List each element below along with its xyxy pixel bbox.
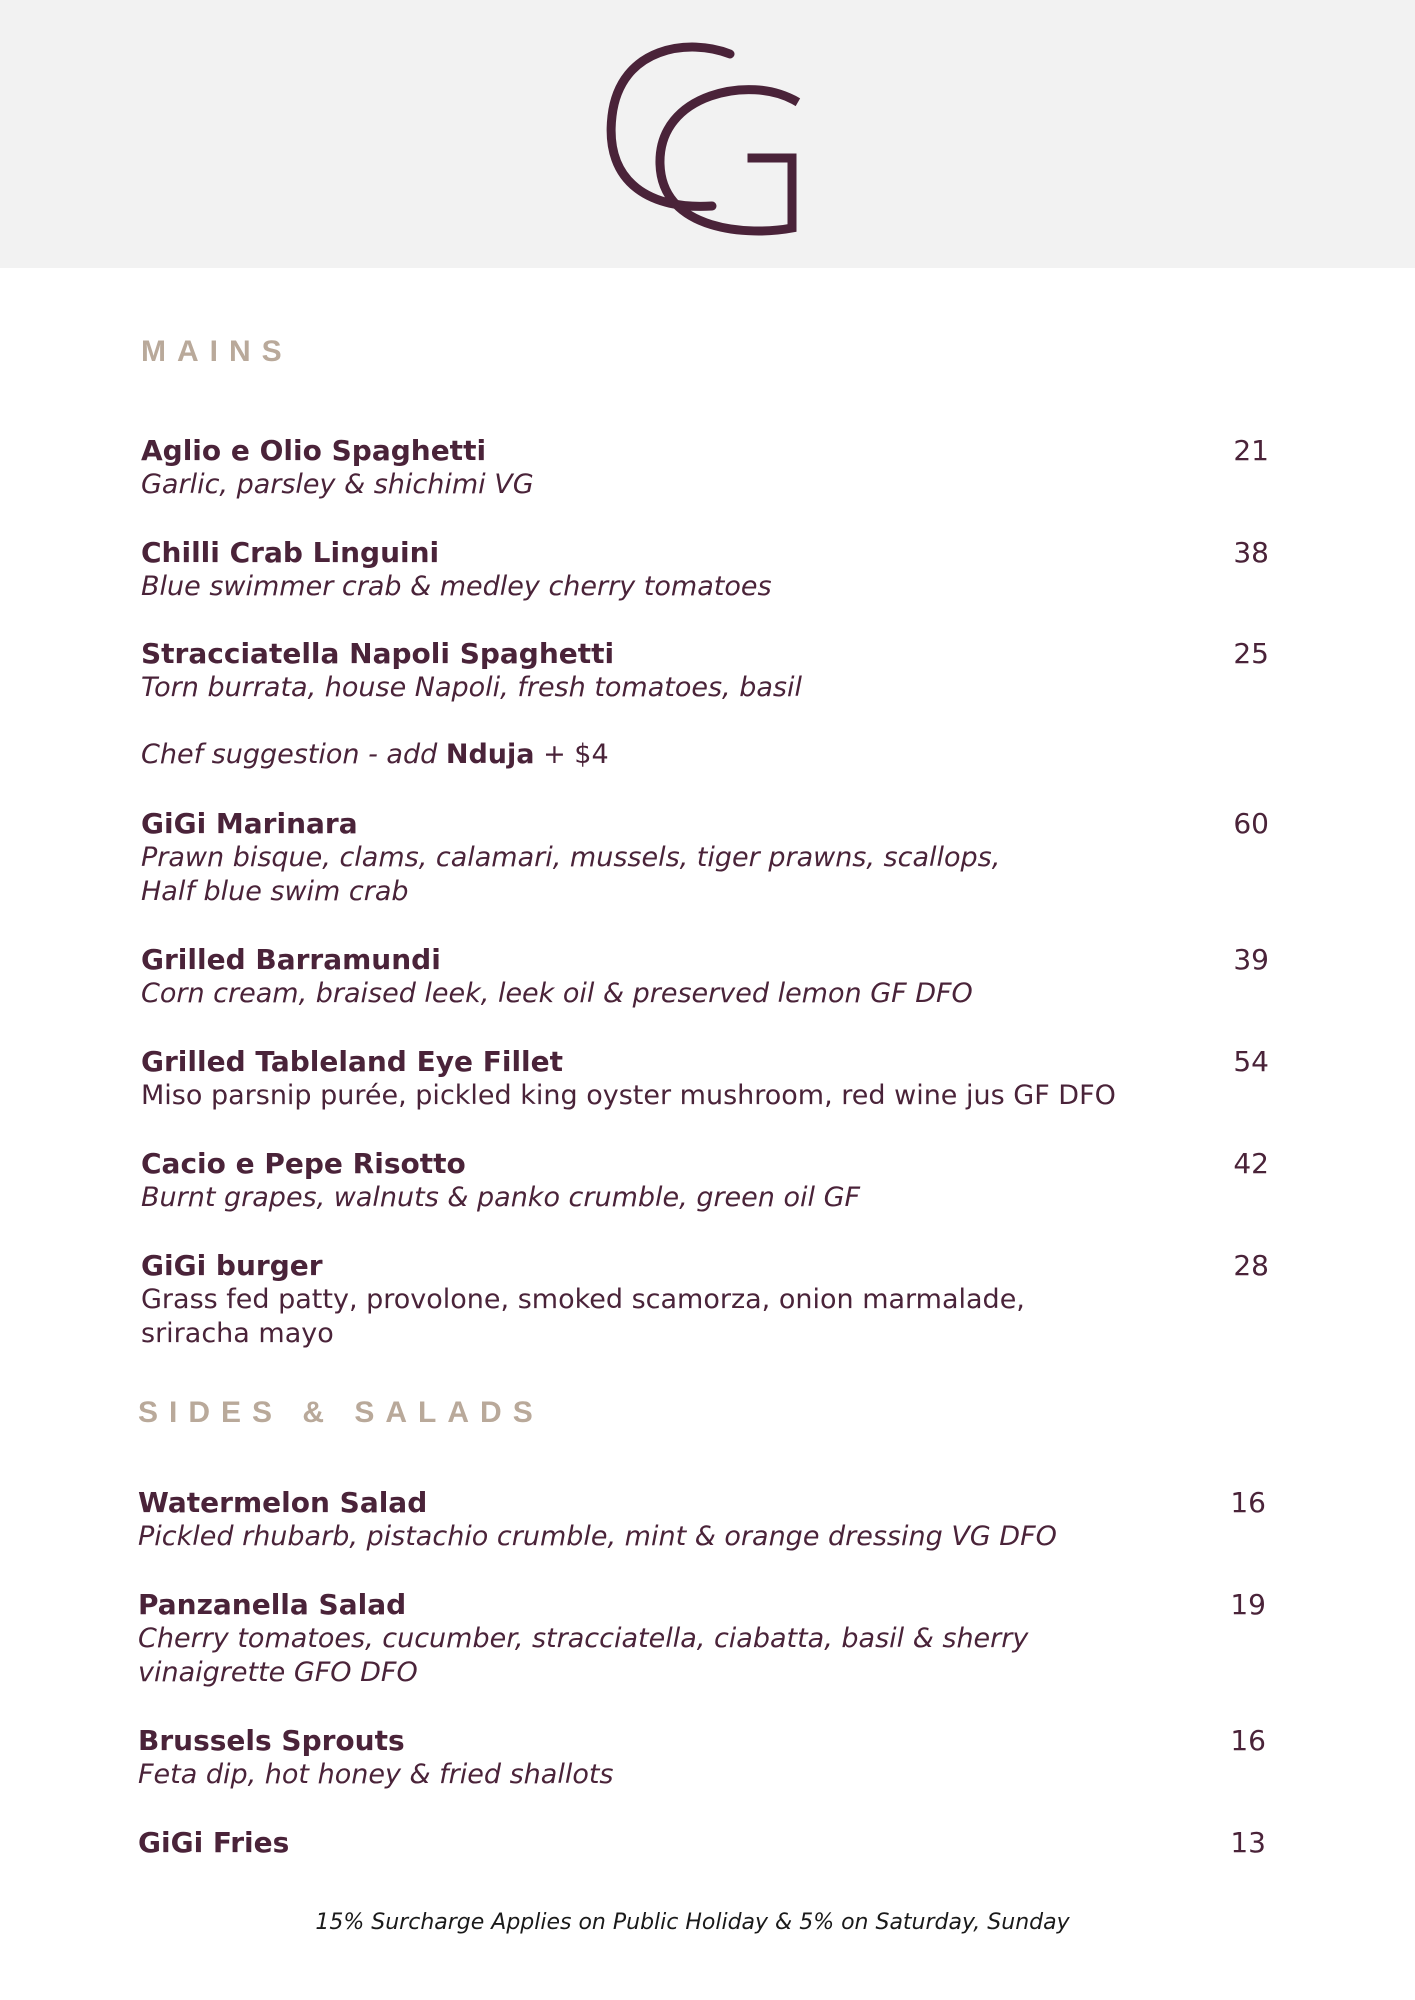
item-name: GiGi Marinara (141, 807, 358, 840)
item-description: Miso parsnip purée, pickled king oyster mushroom, red wine jus GF DFO (141, 1080, 1116, 1111)
item-description-line2: Half blue swim crab (141, 876, 409, 907)
surcharge-footer: 15% Surcharge Applies on Public Holiday & 5% on Saturday, Sunday (315, 1910, 1070, 1935)
menu-item (138, 1588, 1278, 1690)
item-price: 19 (1230, 1588, 1266, 1621)
item-name: Aglio e Olio Spaghetti (141, 434, 487, 467)
item-price: 42 (1233, 1147, 1269, 1180)
item-description: Prawn bisque, clams, calamari, mussels, tiger prawns, scallops, (141, 842, 1001, 873)
item-name: Grilled Tableland Eye Fillet (141, 1045, 564, 1078)
chef-suggestion (141, 738, 609, 772)
item-price: 25 (1233, 637, 1269, 670)
section-title-sides-salads: SIDES & SALADS (138, 1396, 544, 1429)
item-name: Stracciatella Napoli Spaghetti (141, 637, 615, 670)
chef-suggestion-item: Nduja (445, 739, 535, 770)
menu-item (141, 943, 1281, 1011)
item-price: 38 (1233, 536, 1269, 569)
item-price: 28 (1233, 1249, 1269, 1282)
item-name: Panzanella Salad (138, 1588, 407, 1621)
header-banner (0, 0, 1415, 268)
chef-suggestion-prefix: Chef suggestion - add (141, 739, 438, 770)
item-price: 39 (1233, 943, 1269, 976)
item-name: GiGi burger (141, 1249, 323, 1282)
item-description: Torn burrata, house Napoli, fresh tomatoes, basil (141, 672, 802, 703)
item-name: Watermelon Salad (138, 1486, 428, 1519)
item-price: 60 (1233, 807, 1269, 840)
item-name: GiGi Fries (138, 1826, 290, 1859)
menu-item (141, 1147, 1281, 1215)
item-description: Corn cream, braised leek, leek oil & preserved lemon GF DFO (141, 978, 973, 1009)
menu-item (138, 1724, 1278, 1792)
item-price: 13 (1230, 1826, 1266, 1859)
item-name: Brussels Sprouts (138, 1724, 405, 1757)
item-price: 16 (1230, 1486, 1266, 1519)
menu-item (138, 1826, 1278, 1860)
menu-item (141, 807, 1281, 909)
item-description: Feta dip, hot honey & fried shallots (138, 1759, 614, 1790)
section-title-mains: MAINS (141, 335, 293, 368)
item-description: Pickled rhubarb, pistachio crumble, mint & orange dressing VG DFO (138, 1521, 1057, 1552)
menu-item (138, 1486, 1278, 1554)
item-price: 54 (1233, 1045, 1269, 1078)
menu-item (141, 1045, 1281, 1113)
item-description: Grass fed patty, provolone, smoked scamorza, onion marmalade, (141, 1284, 1025, 1315)
gg-monogram-logo (602, 40, 812, 245)
menu-item (141, 536, 1281, 604)
item-description: Garlic, parsley & shichimi VG (141, 469, 534, 500)
menu-item (141, 637, 1281, 705)
item-description-line2: sriracha mayo (141, 1318, 334, 1349)
item-description: Blue swimmer crab & medley cherry tomatoes (141, 571, 772, 602)
item-name: Grilled Barramundi (141, 943, 441, 976)
item-price: 16 (1230, 1724, 1266, 1757)
item-description: Burnt grapes, walnuts & panko crumble, green oil GF (141, 1182, 861, 1213)
chef-suggestion-price: + $4 (543, 739, 609, 770)
item-name: Cacio e Pepe Risotto (141, 1147, 466, 1180)
item-description: Cherry tomatoes, cucumber, stracciatella, ciabatta, basil & sherry (138, 1623, 1029, 1654)
item-name: Chilli Crab Linguini (141, 536, 440, 569)
item-description-line2: vinaigrette GFO DFO (138, 1657, 418, 1688)
menu-item (141, 1249, 1281, 1351)
item-price: 21 (1233, 434, 1269, 467)
menu-item (141, 434, 1281, 502)
